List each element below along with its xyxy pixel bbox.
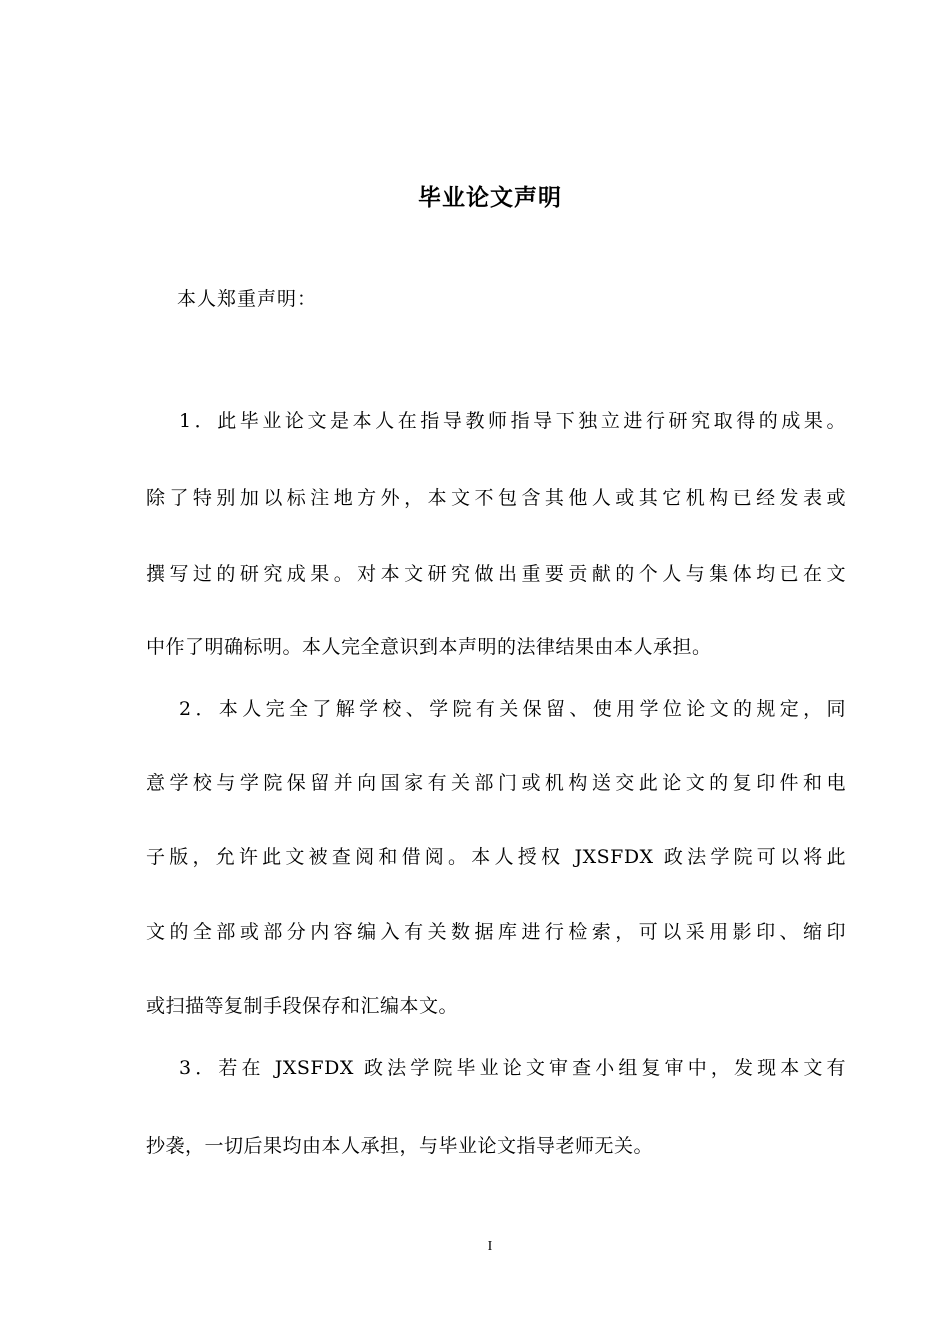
paragraph-1-line-4: 中作了明确标明。本人完全意识到本声明的法律结果由本人承担。 <box>146 636 712 658</box>
paragraph-1-line-2: 除了特别加以标注地方外，本文不包含其他人或其它机构已经发表或 <box>146 487 846 509</box>
paragraph-3-line-1: 3．若在 JXSFDX 政法学院毕业论文审查小组复审中，发现本文有 <box>179 1057 846 1079</box>
paragraph-3-line-2: 抄袭，一切后果均由本人承担，与毕业论文指导老师无关。 <box>146 1135 654 1157</box>
paragraph-2-line-1: 2．本人完全了解学校、学院有关保留、使用学位论文的规定，同 <box>179 698 846 720</box>
paragraph-1-line-1: 1．此毕业论文是本人在指导教师指导下独立进行研究取得的成果。 <box>179 410 846 432</box>
page-title: 毕业论文声明 <box>418 185 562 211</box>
paragraph-2-line-2: 意学校与学院保留并向国家有关部门或机构送交此论文的复印件和电 <box>146 772 846 794</box>
paragraph-2-line-5: 或扫描等复制手段保存和汇编本文。 <box>146 995 459 1017</box>
page-number: I <box>487 1239 493 1254</box>
paragraph-1-line-3: 撰写过的研究成果。对本文研究做出重要贡献的个人与集体均已在文 <box>146 563 846 585</box>
paragraph-2-line-4: 文的全部或部分内容编入有关数据库进行检索，可以采用影印、缩印 <box>146 921 846 943</box>
paragraph-2-line-3: 子版，允许此文被查阅和借阅。本人授权 JXSFDX 政法学院可以将此 <box>146 846 846 868</box>
intro-text: 本人郑重声明： <box>177 288 318 310</box>
